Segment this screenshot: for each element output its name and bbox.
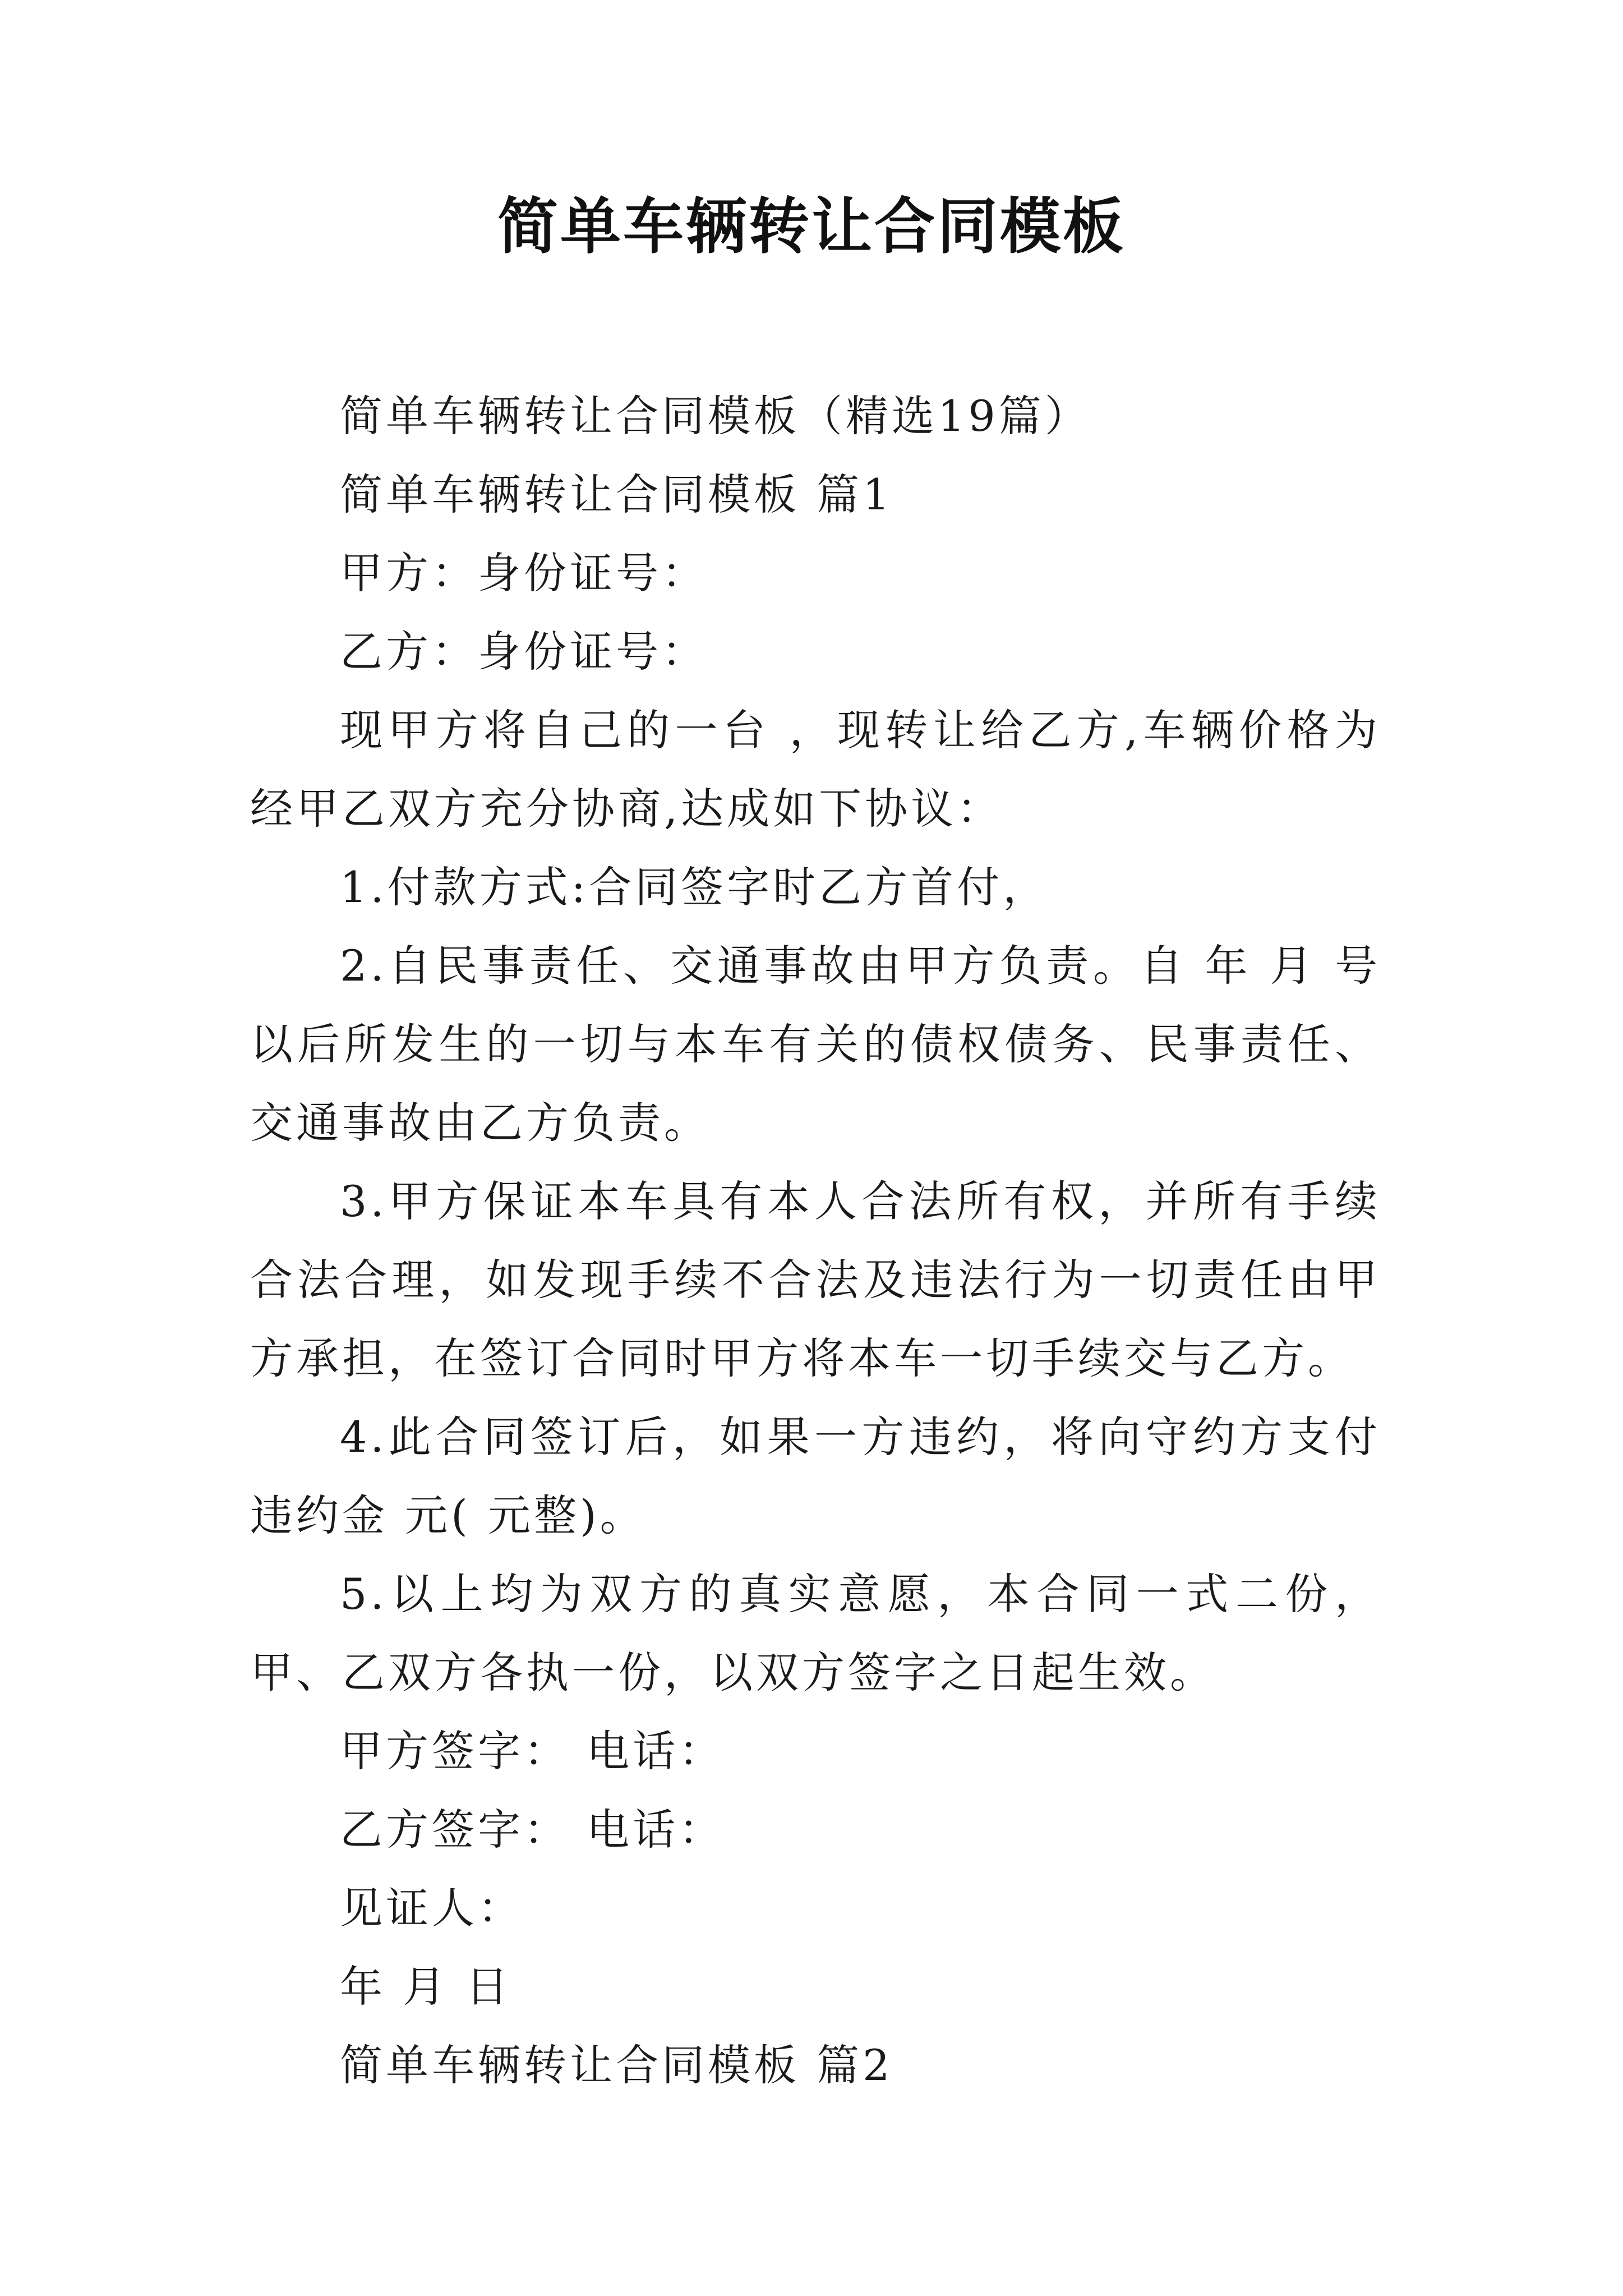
paragraph-party-a: 甲方：身份证号： bbox=[340, 548, 708, 598]
paragraph-clause-4: 4.此合同签订后，如果一方违约，将向守约方支付违约金 元( 元整)。 bbox=[250, 1412, 1381, 1540]
paragraph-clause-1: 1.付款方式:合同签字时乙方首付， bbox=[340, 862, 1049, 912]
document-body bbox=[250, 377, 1381, 2105]
paragraph-party-b: 乙方：身份证号： bbox=[340, 627, 708, 677]
paragraph-party-a-signature: 甲方签字： 电话： bbox=[340, 1726, 725, 1776]
paragraph-clause-2: 2.自民事责任、交通事故由甲方负责。自 年 月 号以后所发生的一切与本车有关的债权债务、民事责任、交通事故由乙方负责。 bbox=[250, 941, 1381, 1148]
paragraph-date: 年 月 日 bbox=[340, 1962, 512, 2012]
document-title: 简单车辆转让合同模板 bbox=[497, 192, 1126, 262]
paragraph-section-1-heading: 简单车辆转让合同模板 篇1 bbox=[340, 470, 893, 519]
paragraph-clause-3: 3.甲方保证本车具有本人合法所有权，并所有手续合法合理，如发现手续不合法及违法行为一切责任由甲方承担，在签订合同时甲方将本车一切手续交与乙方。 bbox=[250, 1176, 1381, 1383]
paragraph-collection-title: 简单车辆转让合同模板（精选19篇） bbox=[340, 391, 1091, 441]
paragraph-witness: 见证人： bbox=[340, 1883, 524, 1933]
paragraph-intro: 现甲方将自己的一台 ，现转让给乙方,车辆价格为 经甲乙双方充分协商,达成如下协议： bbox=[250, 705, 1381, 834]
paragraph-party-b-signature: 乙方签字： 电话： bbox=[340, 1805, 725, 1855]
paragraph-section-2-heading: 简单车辆转让合同模板 篇2 bbox=[340, 2040, 893, 2090]
paragraph-clause-5: 5.以上均为双方的真实意愿，本合同一式二份，甲、乙双方各执一份，以双方签字之日起生效。 bbox=[250, 1569, 1381, 1697]
